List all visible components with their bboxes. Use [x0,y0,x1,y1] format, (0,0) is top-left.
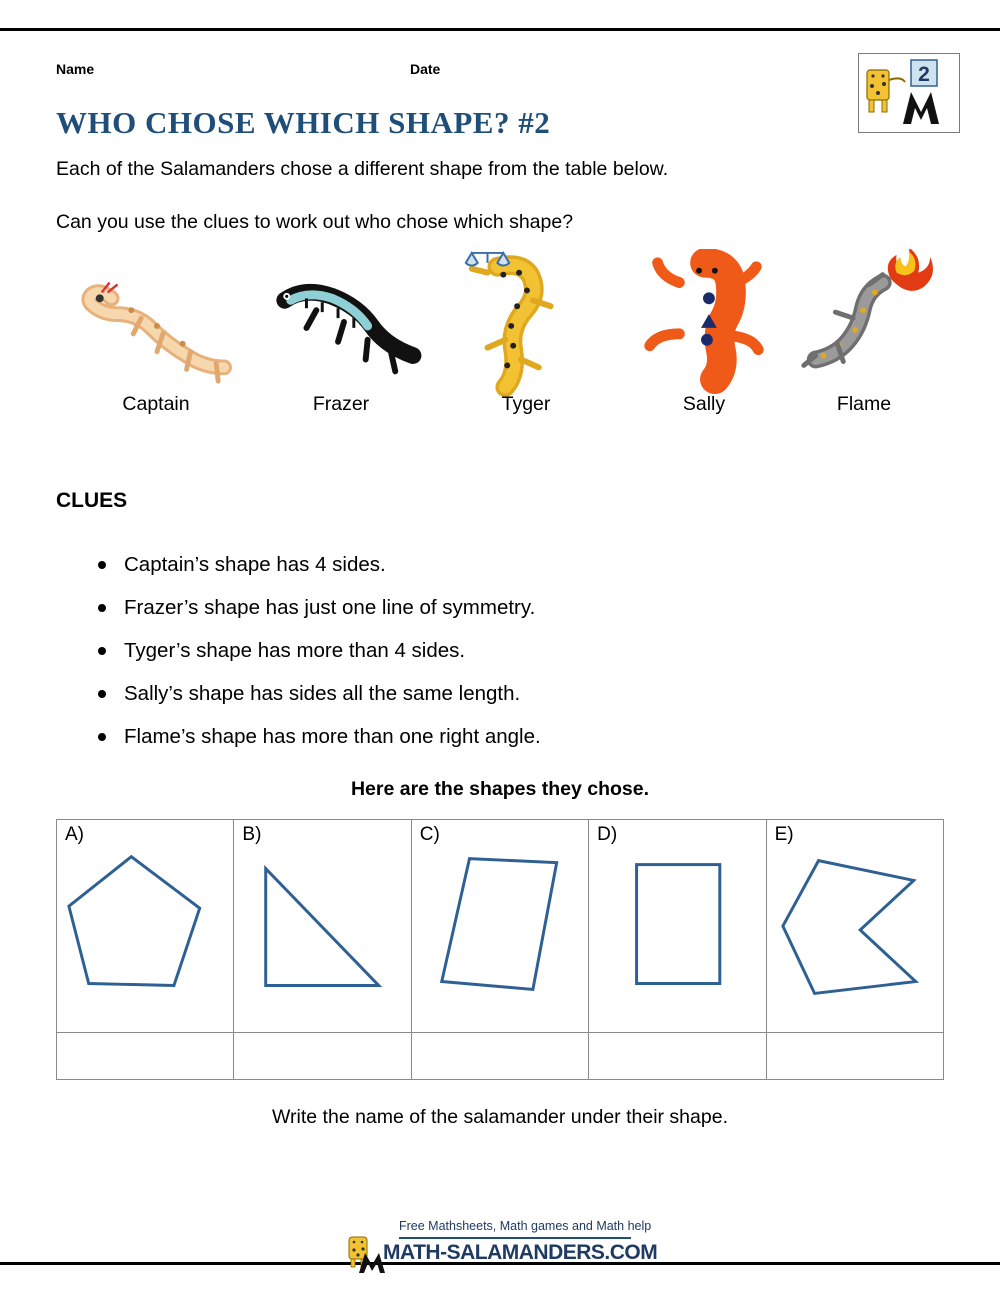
salamander-tyger [438,249,614,429]
salamander-captain [68,249,244,429]
salamander-sally [616,249,792,429]
shape-cell-d [589,820,766,1033]
shape-letter-d: D) [597,824,618,845]
shape-cell-a [57,820,234,1033]
shape-letter-c: C) [419,824,440,845]
answer-cell-d[interactable] [589,1033,766,1080]
intro-line-1: Each of the Salamanders chose a different shape from the table below. [56,158,669,180]
clue-item: Frazer’s shape has just one line of symmetry. [116,586,916,629]
parallelogram-shape [412,834,588,1026]
clues-list [84,543,916,758]
clue-item: Sally’s shape has sides all the same length. [116,672,916,715]
shapes-caption: Here are the shapes they chose. [350,778,650,800]
intro-line-2: Can you use the clues to work out who chose which shape? [56,211,574,233]
clues-heading: CLUES [56,489,128,512]
name-label: Name [56,61,95,77]
salamander-name-0: Captain [122,393,190,415]
shape-cell-e [766,820,943,1033]
instruction-note: Write the name of the salamander under their shape. [272,1106,728,1128]
date-label: Date [410,61,441,77]
svg-text:2: 2 [918,63,930,86]
salamander-illustration-frazer [256,249,426,397]
pentagon-shape [57,834,233,1026]
page-title: WHO CHOSE WHICH SHAPE? #2 [56,105,551,140]
table-row-answers [57,1033,944,1080]
salamander-flame [776,249,952,429]
salamander-illustration-tyger [441,249,611,397]
salamander-frazer [253,249,429,429]
brand-url: MATH-SALAMANDERS.COM [383,1241,658,1264]
answer-cell-b[interactable] [234,1033,411,1080]
answer-cell-e[interactable] [766,1033,943,1080]
salamander-name-1: Frazer [312,393,370,415]
shape-letter-e: E) [774,824,794,845]
shape-letter-a: A) [65,824,84,845]
answer-cell-c[interactable] [411,1033,588,1080]
grade-badge [858,53,960,133]
table-row-shapes [57,820,944,1033]
brand-divider [399,1237,631,1239]
salamander-row [50,249,950,429]
shape-cell-c [411,820,588,1033]
brand-tagline: Free Mathsheets, Math games and Math help [399,1219,652,1233]
clue-item: Flame’s shape has more than one right angle. [116,715,916,758]
clue-item: Captain’s shape has 4 sides. [116,543,916,586]
salamander-name-4: Flame [836,393,892,415]
salamander-logo-icon [859,54,959,132]
salamander-illustration-sally [619,249,789,397]
shapes-table [56,819,944,1080]
answer-cell-a[interactable] [57,1033,234,1080]
salamander-name-2: Tyger [501,393,551,415]
clue-item: Tyger’s shape has more than 4 sides. [116,629,916,672]
worksheet [0,31,1000,1262]
brand-footer [0,1219,1000,1286]
salamander-illustration-captain [71,249,241,397]
right-triangle-shape [234,834,410,1026]
salamander-name-3: Sally [682,393,726,415]
shape-cell-b [234,820,411,1033]
salamander-illustration-flame [779,249,949,397]
rectangle-shape [589,834,765,1026]
concave-arrowhead-shape [767,834,943,1026]
shape-letter-b: B) [242,824,262,845]
